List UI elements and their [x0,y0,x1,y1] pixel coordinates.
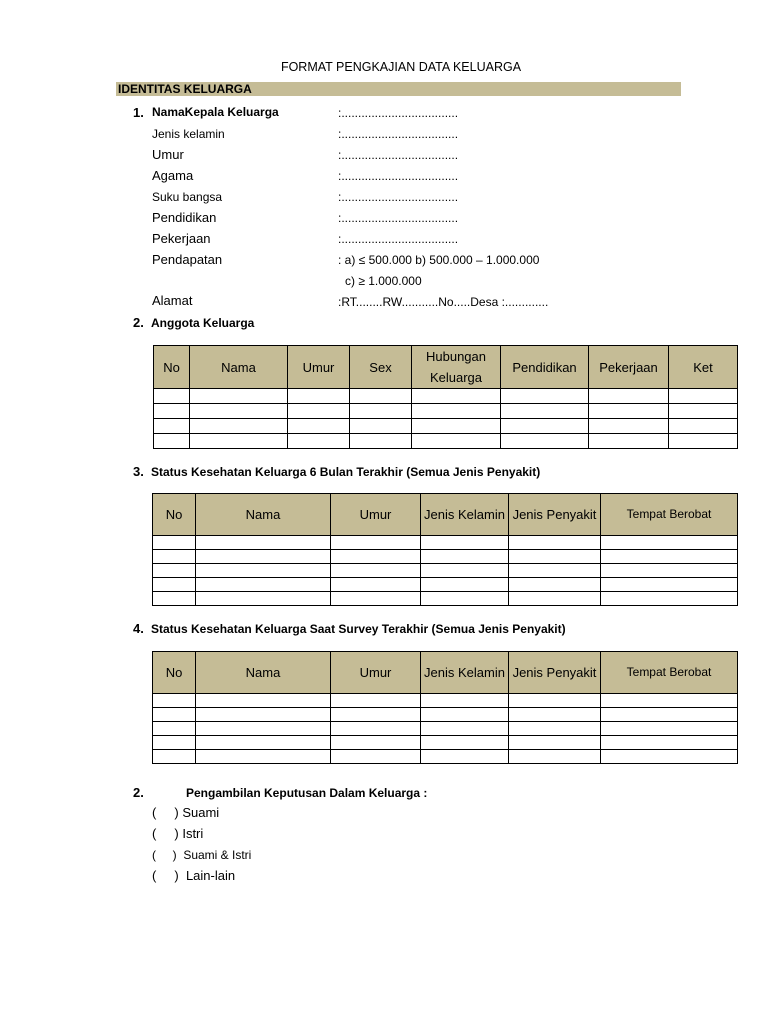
col-jenis-penyakit: Jenis Penyakit [509,652,601,694]
col-no: No [154,346,190,389]
section4-number: 4. [133,621,144,636]
col-nama: Nama [196,494,331,536]
col-no: No [153,652,196,694]
identity-value-head[interactable]: :................................... [338,106,459,120]
table-row [153,708,738,722]
col-jenis-kelamin: Jenis Kelamin [421,494,509,536]
table-row [154,389,738,404]
table-row [153,750,738,764]
section5-number: 2. [133,785,144,800]
identity-label-ethnicity: Suku bangsa [152,190,223,204]
col-tempat-berobat: Tempat Berobat [601,494,738,536]
col-pekerjaan: Pekerjaan [589,346,669,389]
identity-label-age: Umur [152,147,184,162]
table-row [153,592,738,606]
identity-label-gender: Jenis kelamin [152,127,225,141]
identity-number: 1. [133,105,144,120]
table-row [154,404,738,419]
col-hubungan: Hubungan Keluarga [412,346,501,389]
identity-value-religion[interactable]: :................................... [338,169,459,183]
section2-number: 2. [133,315,144,330]
identity-label-religion: Agama [152,168,194,183]
identity-value-education[interactable]: :................................... [338,211,459,225]
identity-header: IDENTITAS KELUARGA [118,82,252,96]
col-sex: Sex [350,346,412,389]
table-row [153,564,738,578]
table-row [153,536,738,550]
table-row [154,419,738,434]
col-nama: Nama [190,346,288,389]
col-umur: Umur [331,494,421,536]
identity-value-occupation[interactable]: :................................... [338,232,459,246]
col-tempat-berobat: Tempat Berobat [601,652,738,694]
identity-value-ethnicity[interactable]: :................................... [338,190,459,204]
identity-value-address[interactable]: :RT........RW...........No.....Desa :............. [338,295,549,309]
col-jenis-penyakit: Jenis Penyakit [509,494,601,536]
table-row [154,434,738,449]
identity-value-age[interactable]: :................................... [338,148,459,162]
option-lain-lain[interactable]: ( ) Lain-lain [152,868,236,883]
option-suami[interactable]: ( ) Suami [152,805,220,820]
table-row [153,722,738,736]
health-survey-table [152,651,738,764]
col-pendidikan: Pendidikan [501,346,589,389]
page-title: FORMAT PENGKAJIAN DATA KELUARGA [280,60,522,74]
col-umur: Umur [331,652,421,694]
identity-label-education: Pendidikan [152,210,217,225]
identity-value-income[interactable]: : a) ≤ 500.000 b) 500.000 – 1.000.000 [338,253,540,267]
family-members-table [153,345,738,449]
col-nama: Nama [196,652,331,694]
identity-label-head: NamaKepala Keluarga [152,105,279,119]
section4-title: Status Kesehatan Keluarga Saat Survey Terakhir (Semua Jenis Penyakit) [151,622,566,636]
identity-value-gender[interactable]: :................................... [338,127,459,141]
identity-label-income: Pendapatan [152,252,223,267]
col-jenis-kelamin: Jenis Kelamin [421,652,509,694]
section5-title: Pengambilan Keputusan Dalam Keluarga : [186,786,428,800]
option-istri[interactable]: ( ) Istri [152,826,204,841]
identity-label-occupation: Pekerjaan [152,231,211,246]
table-row [153,578,738,592]
section3-number: 3. [133,464,144,479]
identity-label-address: Alamat [152,293,193,308]
identity-value-income-option-c[interactable]: c) ≥ 1.000.000 [345,274,422,288]
col-no: No [153,494,196,536]
section3-title: Status Kesehatan Keluarga 6 Bulan Terakhir (Semua Jenis Penyakit) [151,465,541,479]
table-row [153,736,738,750]
section2-title: Anggota Keluarga [151,316,255,330]
col-ket: Ket [669,346,738,389]
table-row [153,694,738,708]
table-row [153,550,738,564]
health-6-months-table [152,493,738,606]
option-suami-istri[interactable]: ( ) Suami & Istri [152,848,252,862]
col-umur: Umur [288,346,350,389]
